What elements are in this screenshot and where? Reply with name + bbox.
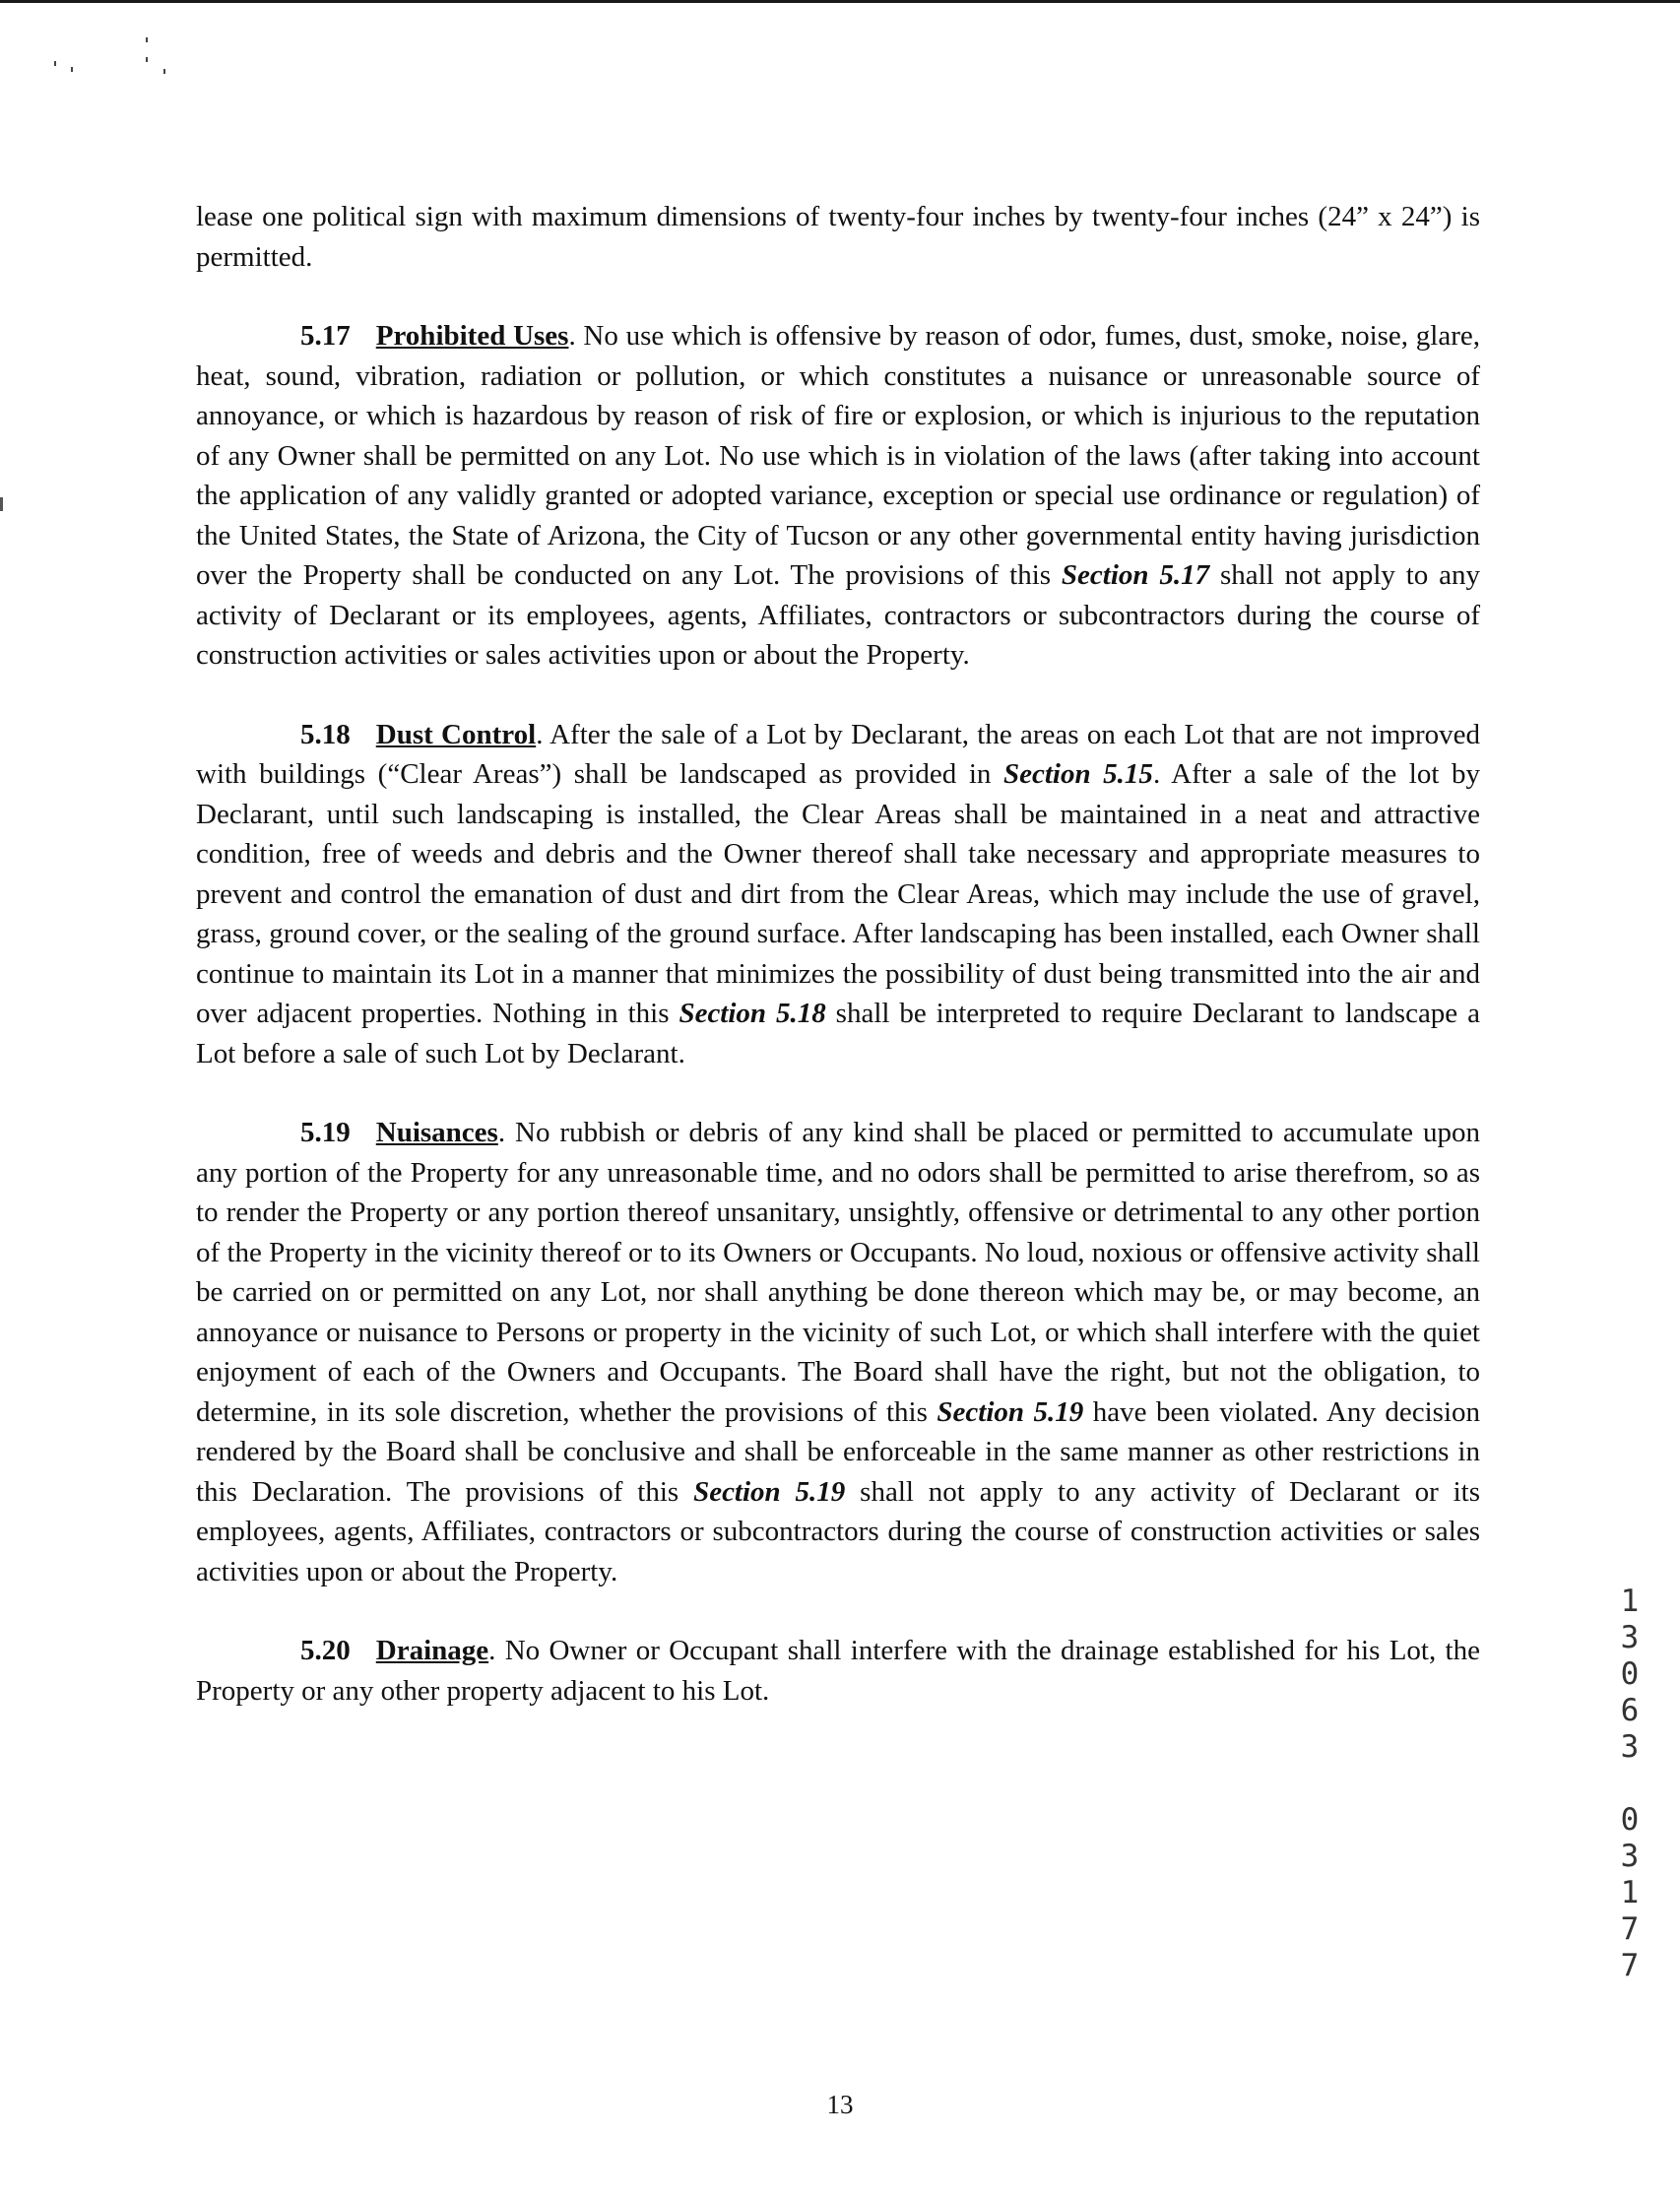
section-text: No rubbish or debris of any kind shall be placed or permitted to accumulate upon any portion of the Property for any unreasonable time, and no odors shall be permitted to arise therefrom, so as to render the Property or any portion thereof unsanitary, unsightly, offensive or detrimental to any other portion of the Property in the vicinity thereof or to its Owners or Occupants. No loud, noxious or offensive activity shall be carried on or permitted on any Lot, nor shall anything be done thereon which may be, or may become, an annoyance or nuisance to Persons or property in the vicinity of such Lot, or which shall interfere with the quiet enjoyment of each of the Owners and Occupants. The Board shall have the right, but not the obligation, to determine, in its sole discretion, whether the provisions of this (196, 1117, 1480, 1428)
stamp-char: 1 (1620, 1875, 1640, 1910)
section-text: have been violated. Any decision rendered by the Board shall be conclusive and shall be enforceable in the same manner as other restrictions in this Declaration. The provisions of this (196, 1395, 1481, 1508)
section-reference: Section 5.19 (693, 1475, 846, 1508)
stamp-char: 0 (1620, 1656, 1640, 1692)
continued-paragraph: lease one political sign with maximum dimensions of twenty-four inches by twenty-four inches (24” x 24”) is permitted. (196, 201, 1480, 273)
section-text: No use which is offensive by reason of odor, fumes, dust, smoke, noise, glare, heat, sound, vibration, radiation or pollution, or which constitutes a nuisance or unreasonable source of annoyance, or which is hazardous by reason of risk of fire or explosion, or which is injurious to the reputation of any Owner shall be permitted on any Lot. No use which is in violation of the laws (after taking into account the application of any validly granted or adopted variance, exception or special use ordinance or regulation) of the United States, the State of Arizona, the City of Tucson or any other governmental entity having jurisdiction over the Property shall be conducted on any Lot. The provisions of this (196, 320, 1480, 591)
section-number: 5.20 (300, 1635, 351, 1666)
stamp-char: 7 (1620, 1948, 1640, 1983)
section-reference: Section 5.18 (678, 998, 826, 1029)
section-5-17 (196, 316, 1480, 676)
section-number: 5.19 (300, 1117, 351, 1148)
section-number: 5.17 (300, 320, 351, 352)
section-title: Drainage (375, 1635, 489, 1666)
section-title: Nuisances (375, 1117, 498, 1148)
stamp-char: 3 (1620, 1620, 1640, 1655)
section-number: 5.18 (300, 718, 351, 750)
scan-speck (71, 67, 73, 72)
section-text: shall not apply to any activity of Declarant or its employees, agents, Affiliates, contractors or subcontractors during the course of construction activities or sales activities upon or about the Property. (196, 1475, 1481, 1587)
page-number: 13 (826, 2090, 854, 2119)
section-reference: Section 5.17 (1061, 559, 1210, 591)
stamp-char: 3 (1620, 1839, 1640, 1874)
section-title-punct: . (536, 718, 544, 750)
stamp-char: 1 (1620, 1584, 1640, 1619)
scan-speck (146, 57, 148, 62)
section-title-punct: . (497, 1117, 506, 1148)
stamp-char: 7 (1620, 1911, 1640, 1947)
section-5-20 (196, 1631, 1480, 1711)
section-reference: Section 5.19 (937, 1395, 1084, 1428)
scan-edge-mark (0, 497, 3, 511)
section-title: Dust Control (375, 718, 537, 750)
section-title: Prohibited Uses (375, 320, 569, 352)
section-5-18 (196, 715, 1480, 1074)
recording-number-stamp (1610, 1584, 1649, 1984)
stamp-char: 0 (1620, 1802, 1640, 1838)
section-text: shall be interpreted to require Declarant to landscape a Lot before a sale of such Lot by Declarant. (196, 998, 1480, 1069)
section-text: After the sale of a Lot by Declarant, the areas on each Lot that are not improved with buildings (“Clear Areas”) shall be landscaped as provided in (196, 718, 1480, 790)
scan-speck (163, 69, 165, 74)
section-text: shall not apply to any activity of Declarant or its employees, agents, Affiliates, contractors or subcontractors during the course of construction activities or sales activities upon or about the Property. (196, 559, 1480, 671)
section-text: No Owner or Occupant shall interfere with the drainage established for his Lot, the Property or any other property adjacent to his Lot. (196, 1635, 1480, 1707)
section-text: . After a sale of the lot by Declarant, until such landscaping is installed, the Clear Areas shall be maintained in a neat and attractive condition, free of weeds and debris and the Owner thereof shall take necessary and appropriate measures to prevent and control the emanation of dust and dirt from the Clear Areas, which may include the use of gravel, grass, ground cover, or the sealing of the ground surface. After landscaping has been installed, each Owner shall continue to maintain its Lot in a manner that minimizes the possibility of dust being transmitted into the air and over adjacent properties. Nothing in this (196, 758, 1480, 1029)
section-reference: Section 5.15 (1002, 758, 1153, 790)
section-5-19 (196, 1113, 1480, 1591)
stamp-char: 3 (1620, 1729, 1640, 1765)
document-body (196, 197, 1480, 1750)
section-title-punct: . (488, 1635, 496, 1666)
section-title-punct: . (568, 320, 576, 352)
stamp-char: 6 (1620, 1693, 1640, 1728)
stamp-gap (1610, 1766, 1649, 1802)
scan-top-border (0, 0, 1680, 3)
scan-speck (54, 61, 56, 66)
scan-speck (146, 37, 148, 42)
